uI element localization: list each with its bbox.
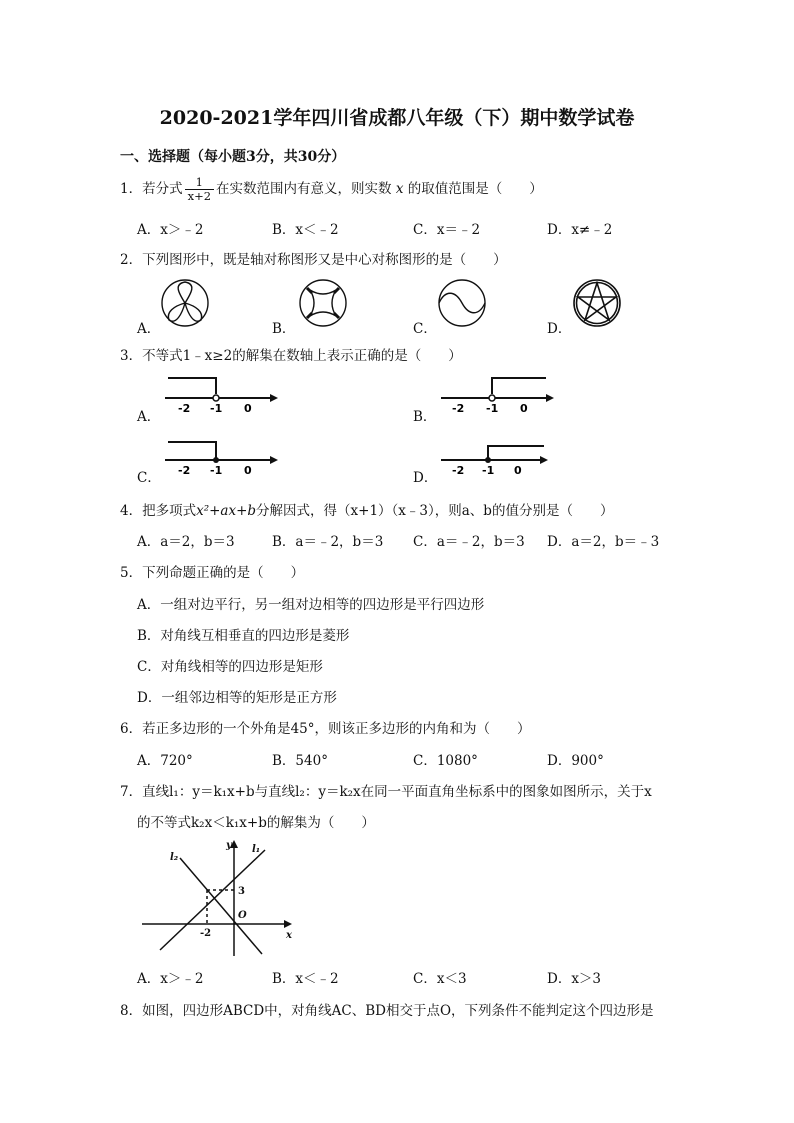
q1-number: 1． (120, 181, 143, 197)
question-4 (120, 499, 613, 519)
q4-post: 分解因式，得（x+1）（x﹣3），则a、b的值分别是（ ） (256, 503, 614, 519)
tick-d-zero: 0 (514, 464, 522, 477)
question-5: 5．下列命题正确的是（ ） (120, 565, 305, 581)
q5-option-c: C．对角线相等的四边形是矩形 (137, 659, 323, 675)
tick-b-zero: 0 (520, 402, 528, 415)
question-8: 8．如图，四边形ABCD中，对角线AC、BD相交于点O，下列条件不能判定这个四边形是 (120, 1003, 654, 1019)
q5-option-d: D．一组邻边相等的矩形是正方形 (137, 690, 337, 706)
q1-frac-num: 1 (185, 176, 214, 190)
q4-option-d: D．a＝2，b＝﹣3 (547, 534, 660, 550)
numberline-d (436, 434, 556, 476)
q4-option-a: A．a＝2，b＝3 (137, 534, 235, 550)
q1-var: x (395, 181, 404, 197)
q5-option-a: A．一组对边平行，另一组对边相等的四边形是平行四边形 (137, 597, 485, 613)
q2-option-b: B． (272, 321, 296, 337)
shape-c-yin-yang-icon (437, 278, 487, 328)
q4-option-c: C．a＝﹣2，b＝3 (413, 534, 525, 550)
q3-option-a: A． (137, 409, 161, 425)
q7-option-b: B．x＜﹣2 (272, 971, 339, 987)
question-6: 6．若正多边形的一个外角是45°，则该正多边形的内角和为（ ） (120, 721, 531, 737)
shape-a-trefoil-icon (160, 278, 210, 328)
section-heading: 一、选择题（每小题3分，共30分） (120, 149, 346, 165)
graph-label-3: 3 (238, 886, 245, 897)
tick-b-minus1: -1 (486, 402, 499, 415)
question-1 (120, 176, 543, 203)
graph-label-x: x (286, 930, 292, 941)
q1-frac-den: x+2 (187, 189, 212, 203)
shape-d-pentagram-icon (572, 278, 622, 328)
q1-option-d: D．x≠﹣2 (547, 222, 613, 238)
q3-option-c: C． (137, 470, 161, 486)
q4-pre: 4．把多项式 (120, 503, 197, 519)
graph-label-l1: l₁ (252, 844, 261, 855)
tick-d-minus2: -2 (452, 464, 465, 477)
numberline-c (160, 434, 280, 476)
q2-option-a: A． (137, 321, 161, 337)
q1-option-b: B．x＜﹣2 (272, 222, 339, 238)
tick-a-minus1: -1 (210, 402, 223, 415)
q6-option-a: A．720° (137, 753, 193, 769)
q5-option-b: B．对角线互相垂直的四边形是菱形 (137, 628, 350, 644)
q7-option-c: C．x＜3 (413, 971, 467, 987)
q7-option-d: D．x＞3 (547, 971, 602, 987)
q7-option-a: A．x＞﹣2 (137, 971, 204, 987)
tick-c-zero: 0 (244, 464, 252, 477)
q6-option-d: D．900° (547, 753, 604, 769)
q1-end: 的取值范围是（ ） (407, 181, 543, 197)
q1-fraction (185, 176, 214, 203)
q1-post: 在实数范围内有意义，则实数 (216, 181, 392, 197)
graph-label-origin: O (238, 910, 247, 921)
tick-b-minus2: -2 (452, 402, 465, 415)
q2-option-c: C． (413, 321, 437, 337)
numberline-b (436, 372, 556, 414)
q7-graph (140, 838, 295, 958)
question-2: 2．下列图形中，既是轴对称图形又是中心对称图形的是（ ） (120, 252, 507, 268)
question-7-line1: 7．直线l₁：y＝k₁x+b与直线l₂：y＝k₂x在同一平面直角坐标系中的图象如图所示，关于x (120, 784, 652, 800)
q4-option-b: B．a＝﹣2，b＝3 (272, 534, 384, 550)
q1-pre: 若分式 (142, 181, 183, 197)
shape-b-curved-square-icon (298, 278, 348, 328)
question-3: 3．不等式1﹣x≥2的解集在数轴上表示正确的是（ ） (120, 348, 462, 364)
tick-d-minus1: -1 (482, 464, 495, 477)
graph-label-minus2: -2 (200, 928, 212, 939)
tick-a-zero: 0 (244, 402, 252, 415)
q3-option-b: B． (413, 409, 437, 425)
tick-c-minus1: -1 (210, 464, 223, 477)
q3-option-d: D． (413, 470, 438, 486)
graph-label-l2: l₂ (170, 852, 179, 863)
q6-option-c: C．1080° (413, 753, 478, 769)
q2-option-d: D． (547, 321, 572, 337)
question-7-line2: 的不等式k₂x＜k₁x+b的解集为（ ） (137, 815, 375, 831)
graph-label-y: y (226, 840, 232, 851)
exam-title: 2020-2021学年四川省成都八年级（下）期中数学试卷 (159, 107, 635, 129)
q1-option-a: A．x＞﹣2 (137, 222, 204, 238)
tick-c-minus2: -2 (178, 464, 191, 477)
tick-a-minus2: -2 (178, 402, 191, 415)
q1-option-c: C．x＝﹣2 (413, 222, 481, 238)
numberline-a (160, 372, 280, 414)
q4-expr: x²+ax+b (196, 503, 257, 519)
q6-option-b: B．540° (272, 753, 328, 769)
